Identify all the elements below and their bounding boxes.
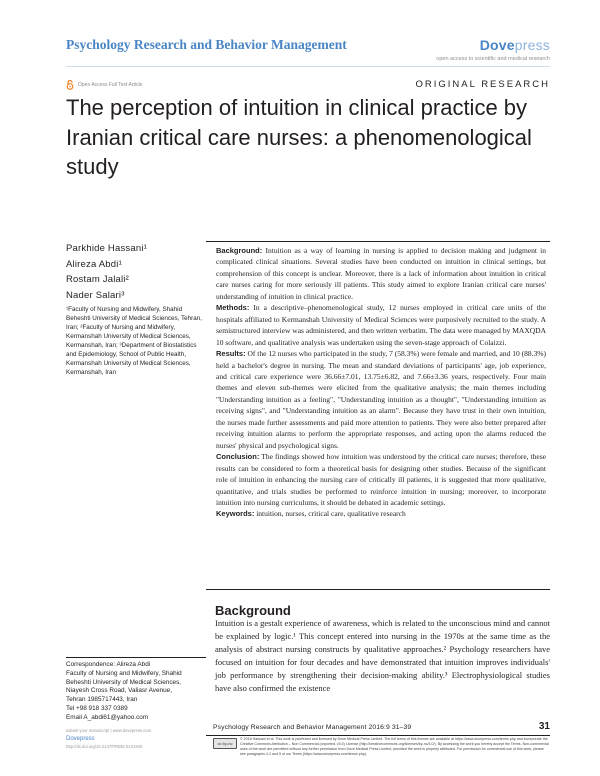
abstract-methods-label: Methods: <box>216 303 250 313</box>
article-type: ORIGINAL RESEARCH <box>415 79 550 90</box>
correspondence-line: Beheshti University of Medical Sciences, <box>66 678 182 686</box>
author[interactable]: Nader Salari³ <box>66 289 125 301</box>
affiliations: ¹Faculty of Nursing and Midwifery, Shahid Beheshti University of Medical Sciences, Tehran, Iran; ²Faculty of Nursing and Midwifery, Kermanshah University of Medical Sciences, Kermanshah, Iran; ³Department of Biostatistics and Epidemiology, School of Public Health, Kermanshah University of Medical Sciences, Kermanshah, Iran <box>66 306 203 376</box>
page-number: 31 <box>538 721 550 732</box>
author-list <box>66 241 147 303</box>
publisher-logo[interactable] <box>480 37 550 53</box>
correspondence-line: Tehran 1985717443, Iran <box>66 696 138 704</box>
background-heading: Background <box>215 603 291 618</box>
correspondence-line: Tel +98 918 337 0389 <box>66 704 128 712</box>
open-access-lock-icon <box>66 80 74 90</box>
background-paragraph: Intuition is a gestalt experience of awareness, which is related to the unconscious mind and cannot be explained by logic.¹ This concept entered into nursing in the 1970s at the same time as the analysis of abstract nursing constructs by qualitative approaches.² Psychology researchers have focused on intuition for four decades and have demonstrated that intuition improves individuals' job performance by strengthening their decision-making ability.³ Electrophysiological studies have also confirmed the existence <box>215 618 550 694</box>
abstract-conclusion <box>216 451 546 508</box>
abstract-background <box>216 245 546 302</box>
abstract-results-text: Of the 12 nurses who participated in the study, 7 (58.3%) were female and married, and 10 (88.3%) held a bachelor's degree in nursing. The mean and standard deviations of participants' age, job experience, and critical care experience were 36.66±7.01, 13.75±6.82, and 7.66±3.36 years, respectively. Four main themes and eleven sub-themes were elicited from the qualitative analysis; the main themes including "Understanding intuition as a feeling", "Understanding intuition as a thought", "Understanding intuition as receiving signs", and "Understanding intuition as an alarm". Because they have trust in their own intuition, the nurses made further assessments and paid more attention to patients. They were also better prepared after receiving intuition alarms to perform the appropriate responses, and acting upon the alarms reduced the nurses' physical and psychological signs. <box>216 349 546 450</box>
background-text <box>215 617 550 696</box>
author[interactable]: Alireza Abdi¹ <box>66 258 122 270</box>
cc-license-badge[interactable]: cc by-nc <box>213 738 237 749</box>
doi-link[interactable]: http://dx.doi.org/10.2147/PRBM.S101940 <box>66 744 143 749</box>
abstract-results-label: Results: <box>216 349 246 359</box>
abstract-results <box>216 348 546 451</box>
author[interactable]: Rostam Jalali² <box>66 274 129 285</box>
abstract-conclusion-label: Conclusion: <box>216 452 260 462</box>
brand-bold: Dove <box>479 37 515 53</box>
correspondence-line: Faculty of Nursing and Midwifery, Shahid <box>66 669 182 677</box>
correspondence-line: Correspondence: Alireza Abdi <box>66 661 151 668</box>
open-access-label <box>66 80 142 90</box>
abstract-methods-text: In a descriptive–phenomenological study, 12 nurses employed in critical care units of the hospitals affiliated to Kermanshah University of Medical Sciences were purposively recruited to the study. A semistructured interview was administered, and then written verbatim. The data were managed by MAXQDA 10 software, and qualitative analysis was undertaken using the seven-stage approach of Colaizzi. <box>216 303 546 347</box>
abstract <box>216 245 546 520</box>
abstract-keywords-text: intuition, nurses, critical care, qualitative research <box>256 509 406 519</box>
article-title: The perception of intuition in clinical practice by Iranian critical care nurses: a phenomenological study <box>66 95 532 179</box>
abstract-keywords <box>216 508 546 519</box>
open-access-text: Open Access Full Text Article <box>78 82 143 88</box>
brand-rest: press <box>514 37 550 53</box>
abstract-background-text: Intuition as a way of learning in nursing is applied to decision making and judgment in complicated clinical situations. Several studies have been conducted on intuition in clinical settings, but comprehension of this concept is unclear. Moreover, there is a lack of information about intuition in critical care nurses caring for more seriously ill patients. This study aimed to explore Iranian critical care nurses' understanding of intuition in clinical practice. <box>216 246 547 301</box>
license-text: © 2016 Hassani et al. This work is published and licensed by Dove Medical Press Limited. The full terms of this license are available at https://www.dovepress.com/terms.php and incorporate the Creative Commons Attribution – Non Commercial (unported, v3.0) License (http://creativecommons.org/licenses/by-nc/3.0/). By accessing the work you hereby accept the Terms. Non-commercial uses of the work are permitted without any further permission from Dove Medical Press Limited, provided the work is properly attributed. For permission for commercial use of this work, please see paragraphs 4.2 and 5 of our Terms (https://www.dovepress.com/terms.php). <box>240 737 549 756</box>
footer-journal-ref: Psychology Research and Behavior Management 2016:9 31–39 <box>213 724 412 731</box>
submit-manuscript-link[interactable]: submit your manuscript | www.dovepress.com <box>66 728 152 733</box>
author[interactable]: Parkhide Hassani¹ <box>66 243 148 254</box>
footer-divider <box>206 735 550 736</box>
correspondence-line: Niayesh Cross Road, Valiasr Avenue, <box>66 687 172 695</box>
abstract-methods <box>216 302 546 348</box>
brand-tagline: open access to scientific and medical research <box>436 56 550 62</box>
abstract-background-label: Background: <box>216 246 263 255</box>
journal-title: Psychology Research and Behavior Management <box>66 37 347 52</box>
abstract-keywords-label: Keywords: <box>216 509 255 519</box>
header-divider <box>66 66 550 67</box>
correspondence <box>66 661 206 723</box>
abstract-conclusion-text: The findings showed how intuition was understood by the critical care nurses; therefore, these results can be considered to form a theoretical basis for designing other studies. Because of the significant role of intuition in enhancing the nursing care of critically ill patients, it is suggested that more qualitative, quantitative, and trials studies be performed to reinforce intuition in nursing; moreover, to incorporate intuition into nursing curriculums, it should be debated in academic settings. <box>216 452 546 507</box>
footer-brand[interactable]: Dovepress <box>66 736 95 742</box>
correspondence-email[interactable]: Email A_abdi61@yahoo.com <box>66 713 149 721</box>
correspondence-divider <box>66 657 206 658</box>
